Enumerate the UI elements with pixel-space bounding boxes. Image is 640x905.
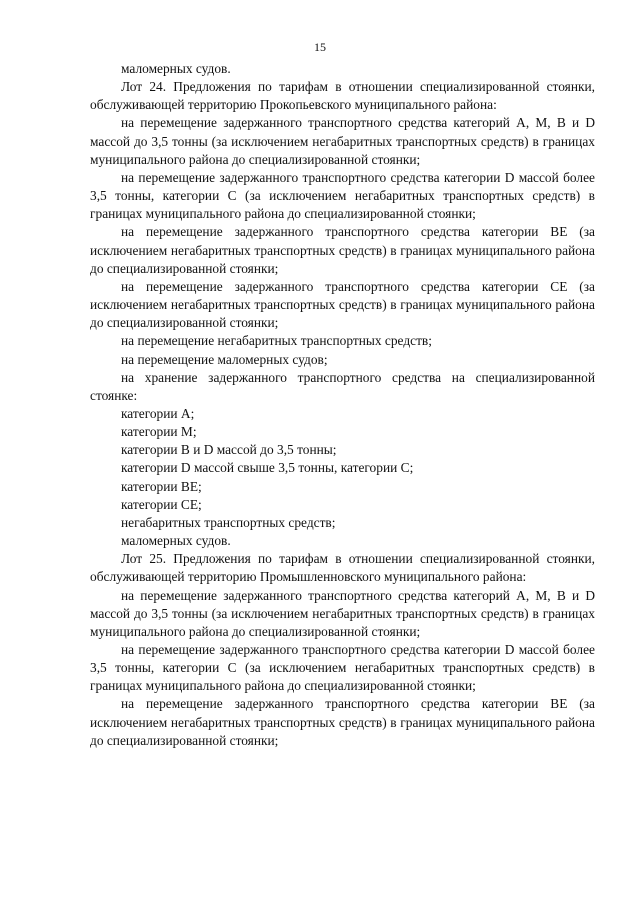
page-number: 15 [314, 40, 326, 54]
paragraph: на перемещение негабаритных транспортных средств; [121, 333, 432, 349]
paragraph: на перемещение задержанного транспортного средства категорий A, M, B и D массой до 3,5 тонны (за исключением негабаритных транспортных средств) в границах муниципального района до специализированной стоянки; [90, 115, 595, 167]
paragraph: на перемещение задержанного транспортного средства категории CE (за исключением негабаритных транспортных средств) в границах муниципального района до специализированной стоянки; [90, 278, 595, 331]
list-item: негабаритных транспортных средств; [121, 514, 336, 530]
list-item: маломерных судов. [121, 533, 231, 549]
list-item: категории M; [121, 424, 197, 440]
paragraph: на перемещение задержанного транспортного средства категории BE (за исключением негабаритных транспортных средств) в границах муниципального района до специализированной стоянки; [90, 224, 595, 276]
paragraph: на перемещение задержанного транспортного средства категорий A, M, B и D массой до 3,5 тонны (за исключением негабаритных транспортных средств) в границах муниципального района до специализированной стоянки; [90, 587, 595, 639]
paragraph: на хранение задержанного транспортного средства на специализированной стоянке: [90, 369, 595, 403]
lot-heading: Лот 25. Предложения по тарифам в отношении специализированной стоянки, обслуживающей территорию Промышленновского муниципального района: [90, 551, 595, 585]
list-item: категории A; [121, 405, 195, 421]
lot-heading: Лот 24. Предложения по тарифам в отношении специализированной стоянки, обслуживающей территорию Прокопьевского муниципального района: [90, 79, 595, 113]
paragraph: на перемещение задержанного транспортного средства категории BE (за исключением негабаритных транспортных средств) в границах муниципального района до специализированной стоянки; [90, 696, 595, 748]
list-item: категории D массой свыше 3,5 тонны, категории C; [121, 460, 414, 476]
list-item: категории B и D массой до 3,5 тонны; [121, 442, 337, 458]
list-item: категории BE; [121, 478, 202, 494]
paragraph: на перемещение задержанного транспортного средства категории D массой более 3,5 тонны, категории C (за исключением негабаритных транспортных средств) в границах муниципального района до специализированной стоянки; [90, 169, 595, 222]
paragraph: на перемещение маломерных судов; [121, 351, 328, 367]
document-body [90, 60, 595, 750]
list-item: категории CE; [121, 496, 202, 512]
paragraph: на перемещение задержанного транспортного средства категории D массой более 3,5 тонны, категории C (за исключением негабаритных транспортных средств) в границах муниципального района до специализированной стоянки; [90, 642, 595, 694]
paragraph: маломерных судов. [121, 61, 231, 76]
